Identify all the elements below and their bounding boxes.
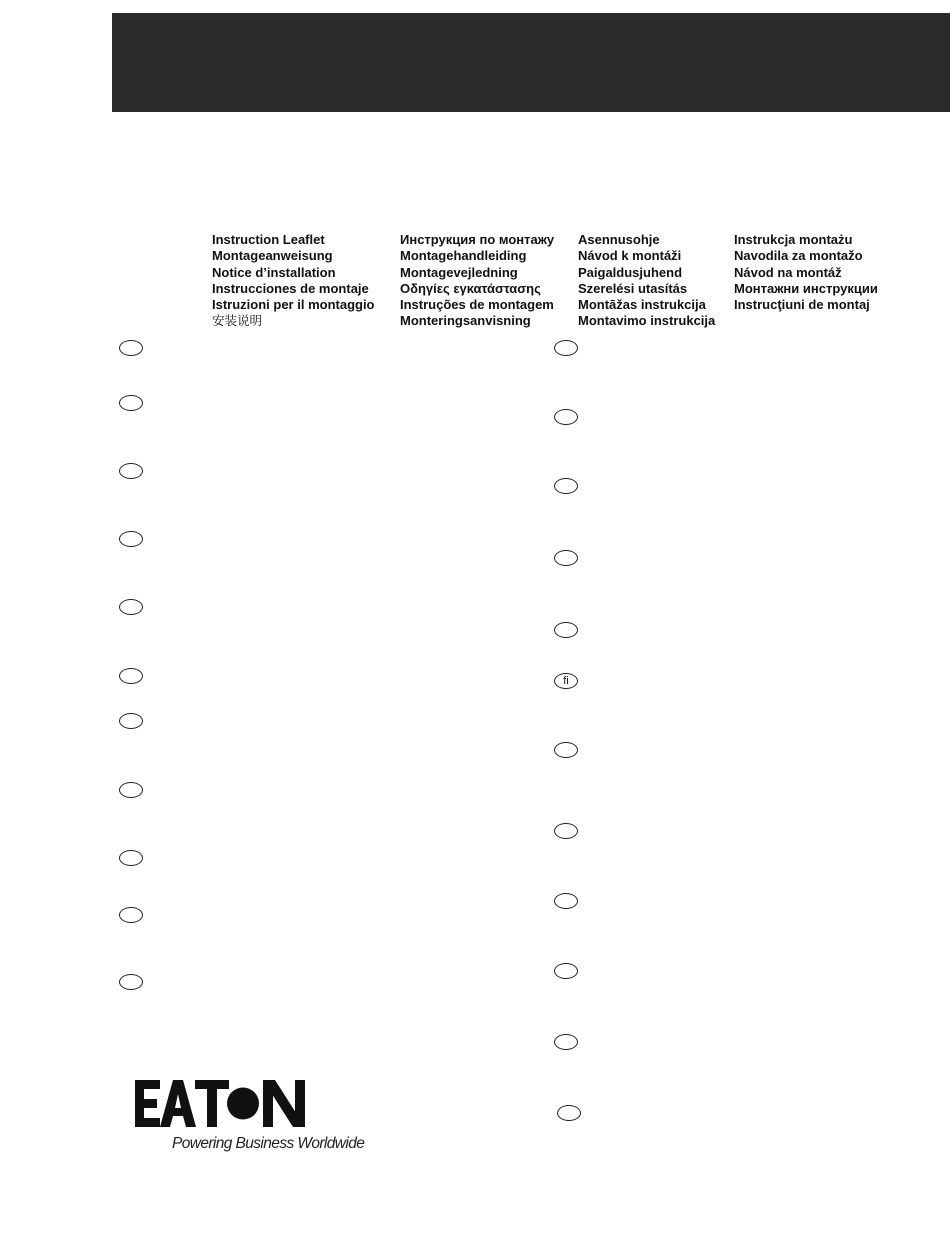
language-oval — [119, 395, 143, 411]
title-sl: Navodila za montažo — [734, 248, 863, 264]
title-sv: Monteringsanvisning — [400, 313, 531, 329]
title-el: Οδηγίες εγκατάστασης — [400, 280, 541, 296]
language-oval — [119, 782, 143, 798]
header-band — [112, 13, 950, 112]
title-bg: Монтажни инструкции — [734, 280, 878, 296]
title-pl: Instrukcja montażu — [734, 232, 853, 247]
title-sk: Návod na montáž — [734, 264, 842, 280]
language-oval — [119, 668, 143, 684]
language-oval — [119, 340, 143, 356]
title-pt: Instruções de montagem — [400, 297, 554, 313]
title-da: Montagevejledning — [400, 264, 518, 280]
title-it: Istruzioni per il montaggio — [212, 297, 375, 313]
language-oval — [554, 742, 578, 758]
language-oval — [119, 850, 143, 866]
language-oval — [119, 463, 143, 479]
title-es: Instrucciones de montaje — [212, 280, 369, 296]
title-hu: Szerelési utasítás — [578, 280, 688, 296]
titles-column-4 — [734, 232, 878, 313]
title-zh: 安装说明 — [212, 314, 263, 329]
language-oval — [554, 409, 578, 425]
title-lv: Montāžas instrukcija — [578, 297, 706, 313]
language-oval — [554, 340, 578, 356]
titles-column-1 — [212, 232, 375, 330]
language-oval — [119, 713, 143, 729]
title-fr: Notice d’installation — [212, 264, 336, 280]
language-oval — [119, 907, 143, 923]
language-oval — [554, 963, 578, 979]
language-oval — [554, 823, 578, 839]
language-oval — [119, 974, 143, 990]
title-fi: Asennusohje — [578, 232, 660, 247]
language-oval-fi: fi — [554, 673, 578, 689]
titles-column-3 — [578, 232, 715, 330]
language-oval — [554, 893, 578, 909]
title-de: Montageanweisung — [212, 248, 333, 264]
title-lt: Montavimo instrukcija — [578, 313, 716, 329]
language-oval — [554, 478, 578, 494]
language-oval — [554, 1034, 578, 1050]
title-cs: Návod k montáži — [578, 248, 682, 264]
language-oval — [119, 599, 143, 615]
eaton-logo — [135, 1080, 375, 1160]
title-en: Instruction Leaflet — [212, 232, 325, 247]
language-oval — [554, 550, 578, 566]
language-oval — [557, 1105, 581, 1121]
title-et: Paigaldusjuhend — [578, 264, 683, 280]
titles-column-2 — [400, 232, 554, 330]
title-ro: Instrucţiuni de montaj — [734, 297, 870, 313]
title-ru: Инструкция по монтажу — [400, 232, 555, 247]
language-oval — [119, 531, 143, 547]
language-oval — [554, 622, 578, 638]
logo-tagline: Powering Business Worldwide — [172, 1135, 365, 1152]
title-nl: Montagehandleiding — [400, 248, 527, 264]
eaton-wordmark — [135, 1080, 305, 1127]
